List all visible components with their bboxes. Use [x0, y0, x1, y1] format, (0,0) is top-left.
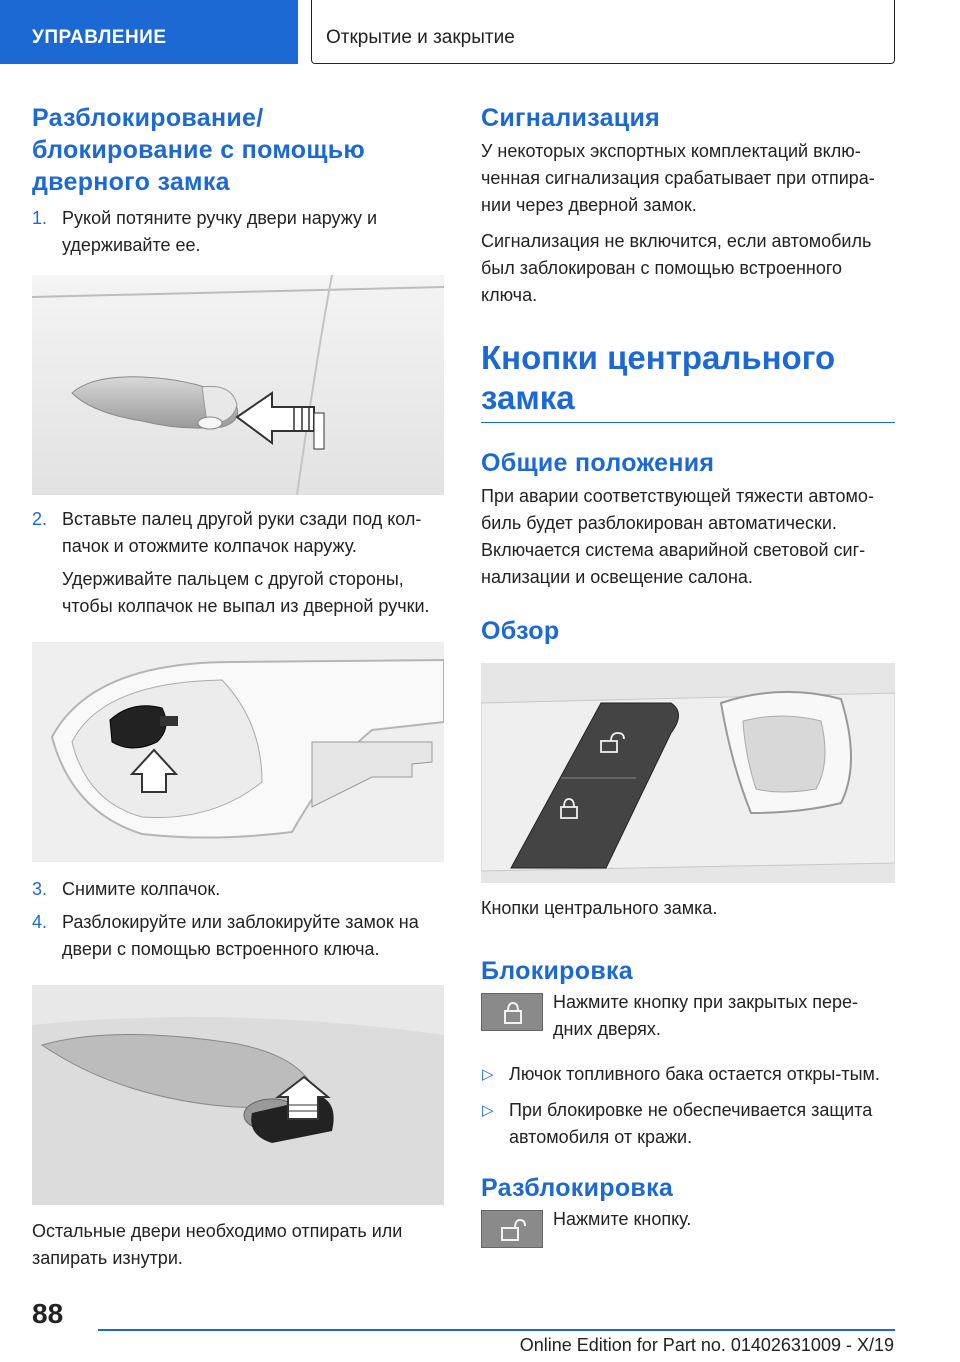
door-handle-pull-image: [32, 275, 444, 495]
step-text: Вставьте палец другой руки сзади под кол-пачок и отожмите колпачок наружу.: [62, 509, 422, 556]
heading-line-1: Разблокирование/: [32, 104, 264, 132]
footer-divider: [98, 1329, 895, 1331]
lock-heading: Блокировка: [481, 957, 633, 985]
step-4: [32, 909, 444, 963]
page-number: 88: [32, 1298, 64, 1329]
central-lock-buttons-heading: [481, 338, 895, 423]
step-number: 2.: [32, 509, 48, 529]
general-paragraph: При аварии соответствующей тяжести автомо-биль будет разблокирован автоматически. Включается система аварийной световой сиг-нализации и освещение салона.: [481, 486, 874, 587]
closing-note: Остальные двери необходимо отпирать или запирать изнутри.: [32, 1221, 403, 1268]
step-2-extra: [32, 566, 444, 620]
alarm-paragraph-2: Сигнализация не включится, если автомобиль был заблокирован с помощью встроенного ключа.: [481, 231, 872, 305]
general-heading: Общие положения: [481, 449, 715, 477]
unlock-button-icon: [481, 1210, 543, 1248]
bullet-triangle-icon: ▷: [482, 1102, 494, 1119]
heading-line-1: Кнопки центрального: [481, 339, 836, 376]
step-text: Удерживайте пальцем с другой стороны, чтобы колпачок не выпал из дверной ручки.: [62, 569, 430, 616]
step-number: 1.: [32, 208, 48, 228]
lock-text: Нажмите кнопку при закрытых пере-дних дверях.: [553, 992, 859, 1039]
section-tab: УПРАВЛЕНИЕ: [0, 0, 298, 64]
lock-bullet-2: [481, 1097, 895, 1151]
heading-line-2: замка: [481, 379, 575, 416]
overview-caption: Кнопки центрального замка.: [481, 898, 718, 918]
step-1: [32, 205, 444, 259]
step-text: Снимите колпачок.: [62, 879, 221, 899]
alarm-heading: Сигнализация: [481, 104, 661, 132]
heading-line-2: блокирование с помощью: [32, 136, 366, 164]
unlock-text: Нажмите кнопку.: [553, 1209, 692, 1229]
door-lock-heading: [32, 102, 444, 198]
heading-line-3: дверного замка: [32, 168, 230, 196]
step-number: 3.: [32, 879, 48, 899]
step-2: [32, 506, 444, 560]
left-column: [32, 102, 444, 1272]
central-lock-buttons-image: [481, 663, 895, 883]
edition-note: Online Edition for Part no. 01402631009 - X/19: [519, 1335, 894, 1355]
key-in-lock-image: [32, 985, 444, 1205]
handle-cap-image: [32, 642, 444, 862]
step-3: [32, 876, 444, 903]
unlock-instruction: [481, 1206, 895, 1250]
lock-instruction: [481, 989, 895, 1043]
chapter-title: Открытие и закрытие: [311, 0, 895, 64]
step-text: Рукой потяните ручку двери наружу и удерживайте ее.: [62, 208, 378, 255]
overview-heading: Обзор: [481, 617, 560, 645]
step-text: Разблокируйте или заблокируйте замок на двери с помощью встроенного ключа.: [62, 912, 419, 959]
unlock-heading: Разблокировка: [481, 1174, 674, 1202]
bullet-text: При блокировке не обеспечивается защита автомобиля от кражи.: [509, 1100, 873, 1147]
alarm-paragraph-1: У некоторых экспортных комплектаций вклю-ченная сигнализация срабатывает при отпира-нии через дверной замок.: [481, 141, 875, 215]
lock-button-icon: [481, 993, 543, 1031]
step-number: 4.: [32, 912, 48, 932]
right-column: [481, 102, 895, 1250]
bullet-triangle-icon: ▷: [482, 1066, 494, 1083]
bullet-text: Лючок топливного бака остается откры-тым.: [509, 1064, 880, 1084]
lock-bullet-1: [481, 1061, 895, 1088]
